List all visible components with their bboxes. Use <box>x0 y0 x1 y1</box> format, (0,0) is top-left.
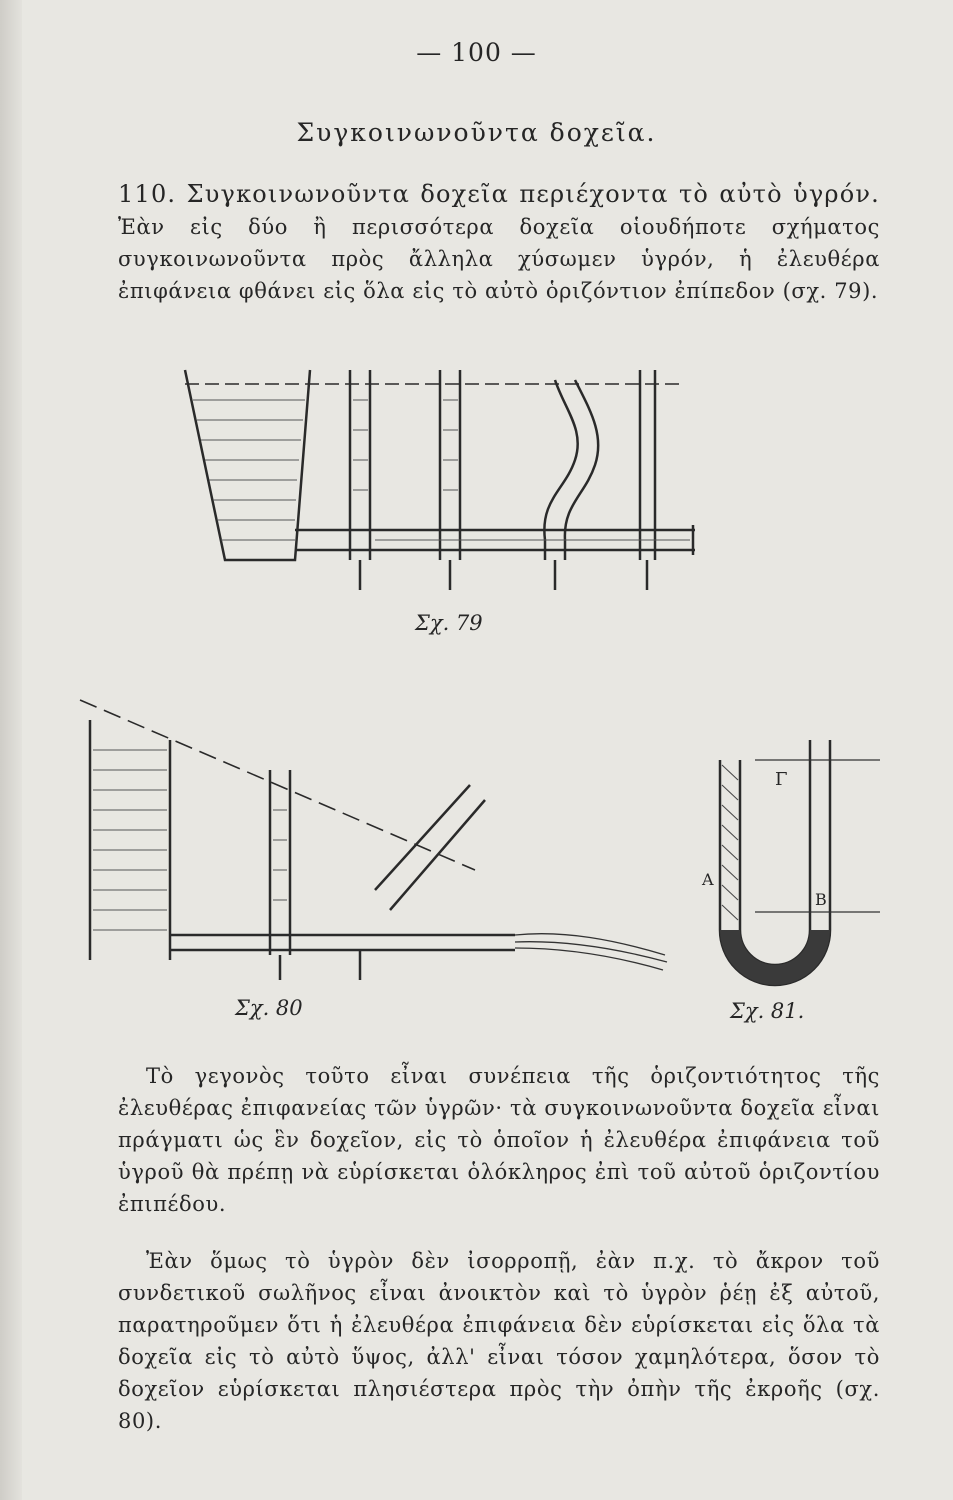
paragraph-110-heading: 110. Συγκοινωνοῦντα δοχεῖα περιέχοντα τὸ αὐτὸ ὑγρόν. <box>118 180 880 208</box>
figure-81 <box>690 720 900 1030</box>
paragraph-consequence-text: Τὸ γεγονὸς τοῦτο εἶναι συνέπεια τῆς ὁριζοντιότητος τῆς ἐλευθέρας ἐπιφανείας τῶν ὑγρῶν· τὰ συγκοινωνοῦντα δοχεῖα εἶναι πράγματι ὡς ἓν δοχεῖον, εἰς τὸ ὁποῖον ἡ ἐλευθέρα ἐπιφάνεια τοῦ ὑγροῦ θὰ πρέπῃ νὰ εὑρίσκεται ὁλόκληρος ἐπὶ τοῦ αὐτοῦ ὁριζοντίου ἐπιπέδου. <box>118 1064 880 1216</box>
paragraph-outflow-text: Ἐὰν ὅμως τὸ ὑγρὸν δὲν ἰσορροπῇ, ἐὰν π.χ. τὸ ἄκρον τοῦ συνδετικοῦ σωλῆνος εἶναι ἀνοικτὸν καὶ τὸ ὑγρὸν ῥέῃ ἐξ αὐτοῦ, παρατηροῦμεν ὅτι ἡ ἐλευθέρα ἐπιφάνεια δὲν εὑρίσκεται εἰς ὅλα τὰ δοχεῖα εἰς τὸ αὐτὸ ὕψος, ἀλλ' εἶναι τόσον χαμηλότερα, ὅσον τὸ δοχεῖον εὑρίσκεται πλησιέστερα πρὸς τὴν ὀπὴν τῆς ἐκροῆς (σχ. 80). <box>118 1249 880 1433</box>
figure-79-caption: Σχ. 79 <box>415 611 483 635</box>
figure-79 <box>175 350 695 640</box>
paragraph-consequence <box>118 1060 880 1220</box>
figure-80-caption: Σχ. 80 <box>235 996 303 1020</box>
page-edge <box>0 0 22 1500</box>
figure-81-caption: Σχ. 81. <box>730 999 805 1023</box>
section-title: Συγκοινωνοῦντα δοχεῖα. <box>296 118 657 147</box>
figure-81-label-g: Γ <box>775 769 788 790</box>
paragraph-outflow <box>118 1245 880 1437</box>
page-number: — 100 — <box>416 38 537 67</box>
figure-81-label-a: Α <box>702 870 714 889</box>
paragraph-110-text: Ἐὰν εἰς δύο ἢ περισσότερα δοχεῖα οἱουδήποτε σχήματος συγκοινωνοῦντα πρὸς ἄλληλα χύσωμεν ὑγρόν, ἡ ἐλευθέρα ἐπιφάνεια φθάνει εἰς ὅλα εἰς τὸ αὐτὸ ὁριζόντιον ἐπίπεδον (σχ. 79). <box>118 215 880 303</box>
figure-80 <box>75 690 725 1030</box>
figure-81-label-b: Β <box>815 890 827 909</box>
paragraph-110 <box>118 178 880 307</box>
